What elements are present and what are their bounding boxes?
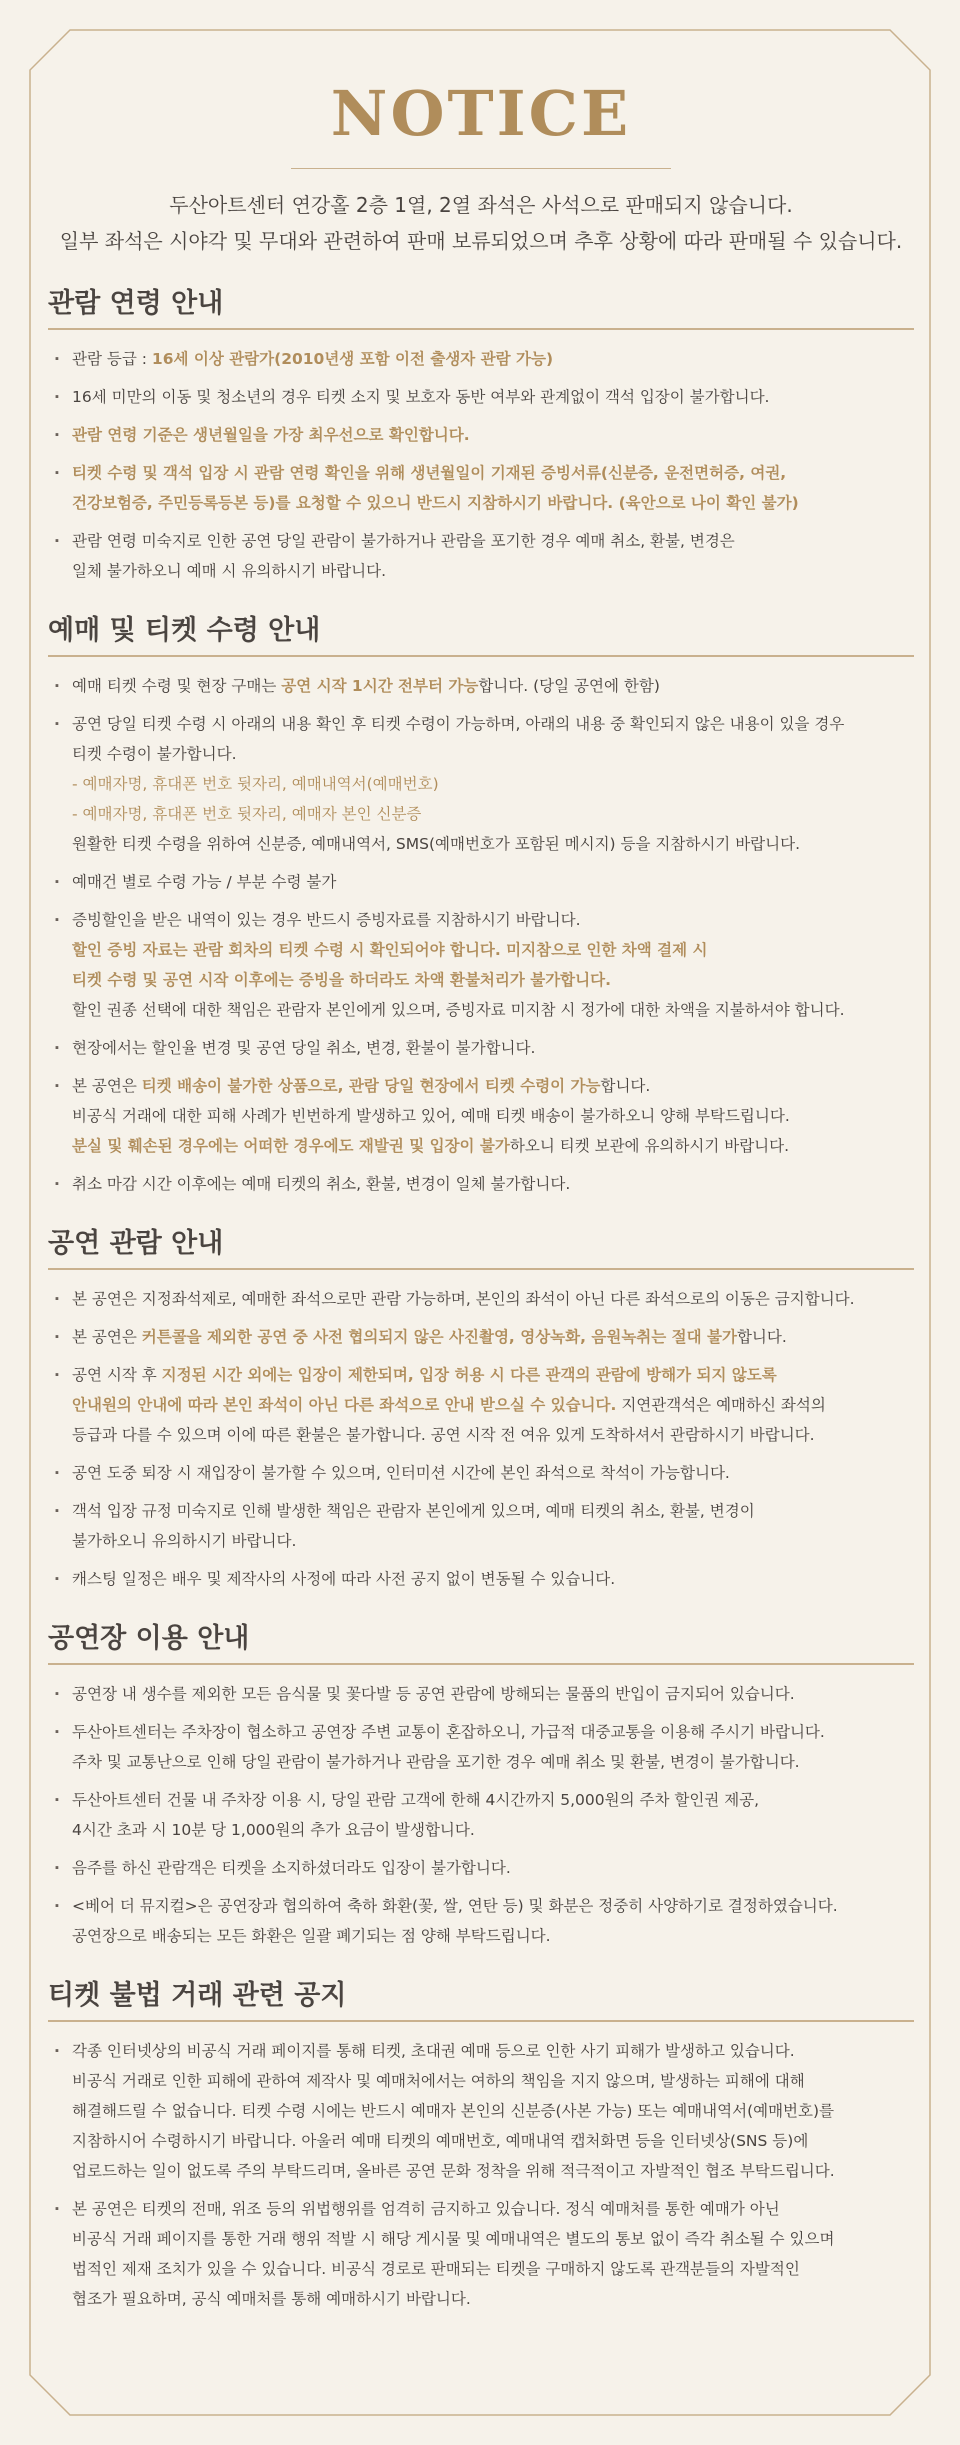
list-item [48,1496,914,1556]
text-line [72,1101,914,1131]
text-line [72,488,914,518]
body-text: 합니다. [600,1077,651,1095]
list-item [48,905,914,1025]
notice-sections [48,281,914,2314]
text-line [72,1815,914,1845]
section-venue-guide [48,1616,914,1951]
body-text: 비공식 거래로 인한 피해에 관하여 제작사 및 예매처에서는 여하의 책임을 지지 않으며, 발생하는 피해에 대해 [72,2072,805,2090]
section-title: 예매 및 티켓 수령 안내 [48,608,914,657]
list-item [48,867,914,897]
text-line [72,2254,914,2284]
list-item [48,382,914,412]
body-text: 할인 권종 선택에 대한 책임은 관람자 본인에게 있으며, 증빙자료 미지참 시 정가에 대한 차액을 지불하셔야 합니다. [72,1001,845,1019]
body-text: 하오니 티켓 보관에 유의하시기 바랍니다. [509,1137,790,1155]
body-text: 예매 티켓 수령 및 현장 구매는 [72,677,282,695]
body-text: 등급과 다를 수 있으며 이에 따른 환불은 불가합니다. 공연 시작 전 여유 있게 도착하셔서 관람하시기 바랍니다. [72,1426,815,1444]
text-line [72,1853,914,1883]
highlight-text: 티켓 수령 및 객석 입장 시 관람 연령 확인을 위해 생년월일이 기재된 증빙서류(신분증, 운전면허증, 여권, [72,464,787,482]
highlight-text: 커튼콜을 제외한 공연 중 사전 협의되지 않은 사진촬영, 영상녹화, 음원녹취는 절대 불가 [141,1328,737,1346]
body-text: 지참하시어 수령하시기 바랍니다. 아울러 예매 티켓의 예매번호, 예매내역 캡처화면 등을 인터넷상(SNS 등)에 [72,2132,809,2150]
intro-line: 두산아트센터 연강홀 2층 1열, 2열 좌석은 사석으로 판매되지 않습니다. [169,193,793,217]
text-line [72,1420,914,1450]
body-text: 본 공연은 [72,1077,142,1095]
highlight-text: 관람 연령 기준은 생년월일을 가장 최우선으로 확인합니다. [72,426,470,444]
body-text: 공연장 내 생수를 제외한 모든 음식물 및 꽃다발 등 공연 관람에 방해되는 물품의 반입이 금지되어 있습니다. [72,1685,795,1703]
page-title: NOTICE [330,77,632,150]
text-line [72,2156,914,2186]
highlight-text: 16세 이상 관람가(2010년생 포함 이전 출생자 관람 가능) [151,350,554,368]
body-text: 4시간 초과 시 10분 당 1,000원의 추가 요금이 발생합니다. [72,1821,475,1839]
notice-content [48,70,914,2322]
list-item [48,1785,914,1845]
list-item [48,1853,914,1883]
list-item [48,526,914,586]
list-item [48,2194,914,2314]
text-line [72,1169,914,1199]
body-text: <베어 더 뮤지컬>은 공연장과 협의하여 축하 화환(꽃, 쌀, 연탄 등) 및 화분은 정중히 사양하기로 결정하였습니다. [72,1897,838,1915]
text-line [72,829,914,859]
highlight-text: 건강보험증, 주민등록등본 등)를 요청할 수 있으니 반드시 지참하시기 바랍니다. (육안으로 나이 확인 불가) [72,494,799,512]
list-item [48,344,914,374]
section-title: 공연장 이용 안내 [48,1616,914,1665]
list-item [48,1071,914,1161]
list-item [48,2036,914,2186]
body-text: 해결해드릴 수 없습니다. 티켓 수령 시에는 반드시 예매자 본인의 신분증(사본 가능) 또는 예매내역서(예매번호)를 [72,2102,835,2120]
highlight-text: 지정된 시간 외에는 입장이 제한되며, 입장 허용 시 다른 관객의 관람에 방해가 되지 않도록 [161,1366,777,1384]
list-item [48,1322,914,1352]
text-line [72,420,914,450]
highlight-text: - 예매자명, 휴대폰 번호 뒷자리, 예매내역서(예매번호) [72,775,439,793]
title-divider [291,168,671,169]
text-line [72,965,914,995]
list-item [48,671,914,701]
body-text: 관람 등급 : [72,350,152,368]
text-line [72,2036,914,2066]
text-line [72,1717,914,1747]
text-line [72,739,914,769]
text-line [72,2096,914,2126]
body-text: 공연장으로 배송되는 모든 화환은 일괄 폐기되는 점 양해 부탁드립니다. [72,1927,551,1945]
section-ticket-guide [48,608,914,1199]
body-text: 본 공연은 [72,1328,142,1346]
text-line [72,1131,914,1161]
text-line [72,905,914,935]
list-item [48,709,914,859]
body-text: 지연관객석은 예매하신 좌석의 [616,1396,826,1414]
text-line [72,1071,914,1101]
body-text: 본 공연은 티켓의 전매, 위조 등의 위법행위를 엄격히 금지하고 있습니다. 정식 예매처를 통한 예매가 아닌 [72,2200,780,2218]
text-line [72,526,914,556]
highlight-text: 티켓 배송이 불가한 상품으로, 관람 당일 현장에서 티켓 수령이 가능 [141,1077,601,1095]
highlight-text: 티켓 수령 및 공연 시작 이후에는 증빙을 하더라도 차액 환불처리가 불가합니다. [72,971,611,989]
text-line [72,1747,914,1777]
text-line [72,1496,914,1526]
list-item [48,1891,914,1951]
text-line [72,1322,914,1352]
body-text: 불가하오니 유의하시기 바랍니다. [72,1532,297,1550]
body-text: 16세 미만의 이동 및 청소년의 경우 티켓 소지 및 보호자 동반 여부와 관계없이 객석 입장이 불가합니다. [72,388,770,406]
section-age-guide [48,281,914,586]
body-text: 취소 마감 시간 이후에는 예매 티켓의 취소, 환불, 변경이 일체 불가합니다. [72,1175,571,1193]
text-line [72,2224,914,2254]
highlight-text: 공연 시작 1시간 전부터 가능 [281,677,479,695]
body-text: 법적인 제재 조치가 있을 수 있습니다. 비공식 경로로 판매되는 티켓을 구매하지 않도록 관객분들의 자발적인 [72,2260,800,2278]
text-line [72,1390,914,1420]
section-illegal-trade-notice [48,1973,914,2314]
text-line [72,2126,914,2156]
text-line [72,1526,914,1556]
highlight-text: 안내원의 안내에 따라 본인 좌석이 아닌 다른 좌석으로 안내 받으실 수 있습니다. [72,1396,617,1414]
text-line [72,995,914,1025]
text-line [72,1360,914,1390]
intro-text [48,187,914,259]
section-title: 관람 연령 안내 [48,281,914,330]
text-line [72,1785,914,1815]
section-viewing-guide [48,1221,914,1594]
text-line [72,709,914,739]
text-line [72,1921,914,1951]
text-line [72,1033,914,1063]
list-item [48,1169,914,1199]
list-item [48,1033,914,1063]
list-item [48,1284,914,1314]
list-item [48,1679,914,1709]
notice-list [48,671,914,1199]
text-line [72,344,914,374]
body-text: 두산아트센터는 주차장이 협소하고 공연장 주변 교통이 혼잡하오니, 가급적 대중교통을 이용해 주시기 바랍니다. [72,1723,825,1741]
text-line [72,1458,914,1488]
notice-list [48,1679,914,1951]
list-item [48,1564,914,1594]
text-line [72,2194,914,2224]
text-line [72,2284,914,2314]
body-text: 업로드하는 일이 없도록 주의 부탁드리며, 올바른 공연 문화 정착을 위해 적극적이고 자발적인 협조 부탁드립니다. [72,2162,835,2180]
body-text: 본 공연은 지정좌석제로, 예매한 좌석으로만 관람 가능하며, 본인의 좌석이 아닌 다른 좌석으로의 이동은 금지합니다. [72,1290,855,1308]
highlight-text: 분실 및 훼손된 경우에는 어떠한 경우에도 재발권 및 입장이 불가 [72,1137,510,1155]
text-line [72,935,914,965]
notice-list [48,344,914,586]
text-line [72,556,914,586]
text-line [72,1284,914,1314]
body-text: 원활한 티켓 수령을 위하여 신분증, 예매내역서, SMS(예매번호가 포함된 메시지) 등을 지참하시기 바랍니다. [72,835,801,853]
section-title: 공연 관람 안내 [48,1221,914,1270]
body-text: 비공식 거래에 대한 피해 사례가 빈번하게 발생하고 있어, 예매 티켓 배송이 불가하오니 양해 부탁드립니다. [72,1107,790,1125]
body-text: 현장에서는 할인율 변경 및 공연 당일 취소, 변경, 환불이 불가합니다. [72,1039,536,1057]
body-text: 두산아트센터 건물 내 주차장 이용 시, 당일 관람 고객에 한해 4시간까지 5,000원의 주차 할인권 제공, [72,1791,760,1809]
notice-list [48,2036,914,2314]
body-text: 협조가 필요하며, 공식 예매처를 통해 예매하시기 바랍니다. [72,2290,471,2308]
list-item [48,458,914,518]
list-item [48,1717,914,1777]
body-text: 공연 시작 후 [72,1366,162,1384]
intro-line: 일부 좌석은 시야각 및 무대와 관련하여 판매 보류되었으며 추후 상황에 따라 판매될 수 있습니다. [59,229,903,253]
body-text: 주차 및 교통난으로 인해 당일 관람이 불가하거나 관람을 포기한 경우 예매 취소 및 환불, 변경이 불가합니다. [72,1753,800,1771]
list-item [48,420,914,450]
body-text: 객석 입장 규정 미숙지로 인해 발생한 책임은 관람자 본인에게 있으며, 예매 티켓의 취소, 환불, 변경이 [72,1502,755,1520]
highlight-text: - 예매자명, 휴대폰 번호 뒷자리, 예매자 본인 신분증 [72,805,422,823]
body-text: 공연 당일 티켓 수령 시 아래의 내용 확인 후 티켓 수령이 가능하며, 아래의 내용 중 확인되지 않은 내용이 있을 경우 [72,715,845,733]
body-text: 합니다. [736,1328,787,1346]
text-line [72,382,914,412]
text-line [72,867,914,897]
text-line [72,1679,914,1709]
section-title: 티켓 불법 거래 관련 공지 [48,1973,914,2022]
body-text: 합니다. (당일 공연에 한함) [478,677,660,695]
text-line [72,2066,914,2096]
text-line [72,799,914,829]
body-text: 증빙할인을 받은 내역이 있는 경우 반드시 증빙자료를 지참하시기 바랍니다. [72,911,581,929]
list-item [48,1458,914,1488]
body-text: 캐스팅 일정은 배우 및 제작사의 사정에 따라 사전 공지 없이 변동될 수 있습니다. [72,1570,616,1588]
body-text: 공연 도중 퇴장 시 재입장이 불가할 수 있으며, 인터미션 시간에 본인 좌석으로 착석이 가능합니다. [72,1464,730,1482]
body-text: 음주를 하신 관람객은 티켓을 소지하셨더라도 입장이 불가합니다. [72,1859,511,1877]
body-text: 각종 인터넷상의 비공식 거래 페이지를 통해 티켓, 초대권 예매 등으로 인한 사기 피해가 발생하고 있습니다. [72,2042,795,2060]
notice-list [48,1284,914,1594]
body-text: 비공식 거래 페이지를 통한 거래 행위 적발 시 해당 게시물 및 예매내역은 별도의 통보 없이 즉각 취소될 수 있으며 [72,2230,835,2248]
body-text: 일체 불가하오니 예매 시 유의하시기 바랍니다. [72,562,387,580]
body-text: 예매건 별로 수령 가능 / 부분 수령 불가 [72,873,337,891]
highlight-text: 할인 증빙 자료는 관람 회차의 티켓 수령 시 확인되어야 합니다. 미지참으로 인한 차액 결제 시 [72,941,708,959]
text-line [72,671,914,701]
text-line [72,1564,914,1594]
body-text: 티켓 수령이 불가합니다. [72,745,237,763]
text-line [72,1891,914,1921]
text-line [72,769,914,799]
body-text: 관람 연령 미숙지로 인한 공연 당일 관람이 불가하거나 관람을 포기한 경우 예매 취소, 환불, 변경은 [72,532,735,550]
text-line [72,458,914,488]
list-item [48,1360,914,1450]
